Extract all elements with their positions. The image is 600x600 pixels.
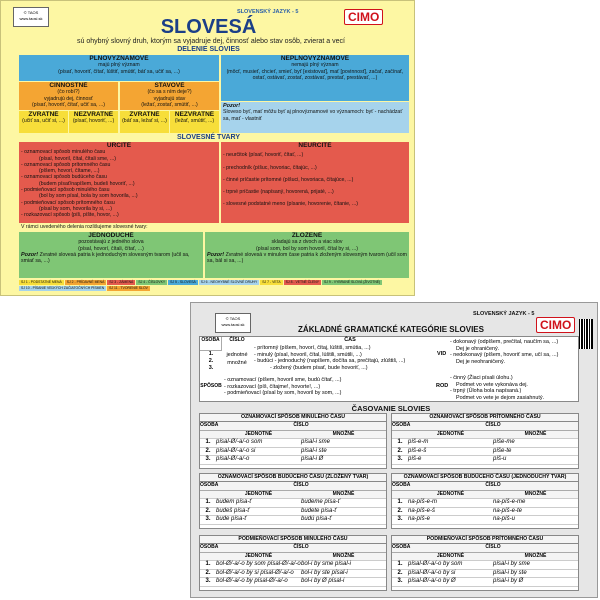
- legend-item: SJ 6 - NEOHYBNÉ SLOVNÉ DRUHY: [200, 280, 258, 284]
- osoba-header: OSOBA: [200, 544, 219, 550]
- legend-item: SJ 4 - ČÍSLOVKY: [138, 280, 166, 284]
- jednotne-header: JEDNOTNÉ: [244, 490, 273, 497]
- mnozne-header: MNOŽNÉ: [332, 430, 355, 437]
- table-row: 2. budeš písa-ť budete písa-ť: [200, 508, 386, 517]
- mnozne-header: MNOŽNÉ: [332, 552, 355, 559]
- card2-title: ZÁKLADNÉ GRAMATICKÉ KATEGÓRIE SLOVIES: [298, 325, 484, 334]
- conjugation-table: [199, 535, 387, 591]
- mnozne-header: MNOŽNÉ: [332, 490, 355, 497]
- conjugation-title: PODMIEŇOVACÍ SPÔSOB MINULÉHO ČASU: [200, 536, 386, 544]
- neurcite-block: NEURČITÉ - neurčitok (písať, hovoriť, čítať, ...) - prechodník (píšuc, hovoriac, čítajúc, ...) - činné príčastie prítomné (píšuci, hovoriaca, čítajúce, ...) - trpné príčastie (napísaný, hovorená, prijaté, ...) - slovesné podstatné meno (písanie, hovorenie, čítanie, ...): [221, 142, 409, 223]
- nezvratne-1: NEZVRATNÉ (písať, hovoriť, ...): [69, 111, 118, 133]
- legend-item: SJ 7 - VETA: [262, 280, 281, 284]
- slovesa-card: [0, 0, 415, 296]
- table-row: 3. bude písa-ť budú písa-ť: [200, 516, 386, 525]
- cislo-header: ČÍSLO: [485, 422, 501, 428]
- table-row: 1. písal-Ø/-a/-o som písal-i sme: [200, 439, 386, 448]
- table-row: 2. na-píš-e-š na-píš-e-te: [392, 508, 578, 517]
- taos-logo: © TAOS www.taosi.sk: [13, 7, 49, 27]
- conjugation-table: [391, 473, 579, 529]
- conjugation-header: ČASOVANIE SLOVIES: [351, 404, 431, 413]
- osoba-header: OSOBA: [200, 422, 219, 428]
- conjugation-title: OZNAMOVACÍ SPÔSOB PRÍTOMNÉHO ČASU: [392, 414, 578, 422]
- jednotne-header: JEDNOTNÉ: [436, 430, 465, 437]
- legend-item: SJ 8 - VETNÉ ČLENY: [285, 280, 320, 284]
- table-row: 3. písal-Ø/-a/-o by Ø písal-i by Ø: [392, 578, 578, 587]
- table-row: 3. na-píš-e na-píš-u: [392, 516, 578, 525]
- conjugation-table: [199, 413, 387, 469]
- cinnostne-block: ČINNOSTNÉ (čo robí?) vyjadrujú dej, činnosť (písať, hovoriť, čítať, učiť sa, ...): [19, 82, 118, 110]
- mnozne-header: MNOŽNÉ: [524, 552, 547, 559]
- legend-item: SJ 2 - PRÍDAVNÉ MENÁ: [66, 280, 105, 284]
- table-row: 1. bol-Ø/-a/-o by som písal-Ø/-a/-o bol-i by sme písal-i: [200, 561, 386, 570]
- kategorie-card: [190, 302, 598, 598]
- conjugation-title: OZNAMOVACÍ SPÔSOB BUDÚCEHO ČASU (ZLOŽENÝ TVAR): [200, 474, 386, 482]
- conjugation-table: [391, 413, 579, 469]
- cimo-logo: CIMO: [344, 9, 383, 25]
- table-row: 3. bol-Ø/-a/-o by písal-Ø/-a/-o bol-i by Ø písal-i: [200, 578, 386, 587]
- conjugation-table: [391, 535, 579, 591]
- legend-item: SJ 11 - TVORENIE SLOV: [109, 286, 148, 290]
- conjugation-table: [199, 473, 387, 529]
- table-row: 3. píš-e píš-u: [392, 456, 578, 465]
- table-row: 2. písal-Ø/-a/-o si písal-i ste: [200, 448, 386, 457]
- table-row: 2. písal-Ø/-a/-o by si písal-i by ste: [392, 570, 578, 579]
- table-row: 1. na-píš-e-m na-píš-e-me: [392, 499, 578, 508]
- table-row: 2. píš-e-š píše-te: [392, 448, 578, 457]
- jednotne-header: JEDNOTNÉ: [436, 552, 465, 559]
- cislo-header: ČÍSLO: [293, 482, 309, 488]
- plnovyznamove-block: PLNOVÝZNAMOVÉ majú plný význam (písať, hovoriť, čítať, lúštiť, smútiť, báť sa, učiť sa, ...): [19, 55, 219, 81]
- pozor-neplnovyznamove: Pozor! Sloveso byť, mať môžu byť aj plnovýznamové vo významoch: byť - nachádzať sa, mať - vlastniť: [221, 102, 409, 133]
- jednotne-header: JEDNOTNÉ: [244, 552, 273, 559]
- legend-item: SJ 10 - PÍSANIE VEĽKÝCH ZAČIATOČNÝCH PÍSMEN: [21, 286, 105, 290]
- osoba-header: OSOBA: [392, 544, 411, 550]
- nezvratne-2: NEZVRATNÉ (ležať, smútiť, ...): [170, 111, 219, 133]
- subject-label: SLOVENSKÝ JAZYK - 5: [237, 9, 299, 15]
- mnozne-header: MNOŽNÉ: [524, 490, 547, 497]
- legend-item: SJ 3 - ZÁMENÁ: [109, 280, 134, 284]
- jednotne-header: JEDNOTNÉ: [436, 490, 465, 497]
- osoba-header: OSOBA: [392, 422, 411, 428]
- legend-item: SJ 9 - VYBRANÉ SLOVÁ (ŽIVOTNÉ): [324, 280, 381, 284]
- tvary-note: V rámci uvedeného delenia rozlišujeme slovesné tvary:: [21, 224, 148, 230]
- osoba-header: OSOBA: [392, 482, 411, 488]
- series-legend: [19, 280, 409, 291]
- conjugation-title: OZNAMOVACÍ SPÔSOB MINULÉHO ČASU: [200, 414, 386, 422]
- barcode: [579, 319, 593, 349]
- urcite-block: URČITÉ - oznamovací spôsob minulého času (písal, hovoril, čítal, čítali sme, ...) - oznamovací spôsob prítomného času (píšem, hovorí, čítame, ...) - oznamovací spôsob budúceho času (budem písať/napíšem, budeš hovoriť, ...) - podmieňovací spôsob minulého času (bol by som písal, bola by som hovorila, ...) - podmieňovací spôsob prítomného času (písal by som, hovorila by si, ...) - rozkazovací spôsob (píš, píšte, hovor, ...): [19, 142, 219, 223]
- table-row: 2. bol-Ø/-a/-o by si písal-Ø/-a/-o bol-i by ste písal-i: [200, 570, 386, 579]
- mnozne-header: MNOŽNÉ: [524, 430, 547, 437]
- zlozene-block: ZLOŽENÉ skladajú sa z dvoch a viac slov (písal som, bol by som hovoril, čítal by si, ...) Pozor! Zvratné slovesá v minulom čase patria k zloženým slovesným tvarom (učil som sa, bál si sa, ...): [205, 232, 409, 278]
- division-header: DELENIE SLOVIES: [177, 46, 240, 53]
- conjugation-title: OZNAMOVACÍ SPÔSOB BUDÚCEHO ČASU (JEDNODUCHÝ TVAR): [392, 474, 578, 482]
- page-title: SLOVESÁ: [160, 16, 257, 38]
- jednotne-header: JEDNOTNÉ: [244, 430, 273, 437]
- categories-table: OSOBA 1. 2. 3. ČÍSLO jednotné množné ČAS - prítomný (píšem, hovorí, čítaj, lúštiš, smútia, ...) - minulý (písal, hovoril, čítal, lúštili, smútili, ...) - budúci - jednoduchý (napíšem, dočíta sa, prečítajú, zlúštiš, ...) - zložený (budem písať, bude hovoriť, ...) VID - dokonavý (odpíšem, prečítal, naučím sa, ...) Dej je ohraničený. - nedokonavý (píšem, hovoriť sme, učí sa, ...) Dej je neohraničený. SPÔSOB - oznamovací (píšem, hovoril sme, budú čítať, ...) - rozkazovací (píš, čítajme!, hovorte!, ...) - podmieňovací (písal by som, hovoril by som, ...) ROD - činný (Žiaci písali úlohu.) Podmet vo vete vykonáva dej. - trpný (Úloha bola napísaná.) Podmet vo vete je dejom zasiahnutý.: [199, 336, 579, 402]
- tvary-header: SLOVESNÉ TVARY: [176, 134, 240, 141]
- table-row: 1. písal-Ø/-a/-o by som písal-i by sme: [392, 561, 578, 570]
- osoba-header: OSOBA: [200, 482, 219, 488]
- table-row: 3. písal-Ø/-a/-o písal-i Ø: [200, 456, 386, 465]
- cislo-header: ČÍSLO: [485, 482, 501, 488]
- cislo-header: ČÍSLO: [485, 544, 501, 550]
- zvratne-1: ZVRATNÉ (učiť sa, učiť si, ...): [19, 111, 68, 133]
- table-row: 1. budem písa-ť budeme písa-ť: [200, 499, 386, 508]
- page-subtitle: sú ohybný slovný druh, ktorým sa vyjadruje dej, činnosť alebo stav osôb, zvierat a vecí: [77, 38, 345, 45]
- taos-logo: © TAOS www.taosi.sk: [215, 313, 251, 333]
- conjugation-title: PODMIEŇOVACÍ SPÔSOB PRÍTOMNÉHO ČASU: [392, 536, 578, 544]
- cislo-header: ČÍSLO: [293, 544, 309, 550]
- cislo-header: ČÍSLO: [293, 422, 309, 428]
- subject-label: SLOVENSKÝ JAZYK - 5: [473, 311, 535, 317]
- table-row: 1. píš-e-m píše-me: [392, 439, 578, 448]
- legend-item: SJ 1 - PODSTATNÉ MENÁ: [21, 280, 62, 284]
- cimo-logo: CIMO: [536, 317, 575, 333]
- legend-item: SJ 5 - SLOVESÁ: [170, 280, 196, 284]
- stavove-block: STAVOVÉ (čo sa s ním deje?) vyjadrujú stav (ležať, zostať, smútiť, ...): [120, 82, 219, 110]
- neplnovyznamove-block: NEPLNOVÝZNAMOVÉ nemajú plný význam (môcť, musieť, chcieť, smieť, byť [existovať], mať [povinnosť], začať, začínať, ostať, ostávať, zostať, zostávať, prestať, prestávať, ...): [221, 55, 409, 101]
- jednoduche-block: JEDNODUCHÉ pozostávajú z jedného slova (písal, hovorí, čítali, čítať, ...) Pozor! Zvratné slovesá patria k jednoduchým slovesným tvarom (učil sa, smiať sa, ...): [19, 232, 203, 278]
- zvratne-2: ZVRATNÉ (báť sa, ležať si, ...): [120, 111, 169, 133]
